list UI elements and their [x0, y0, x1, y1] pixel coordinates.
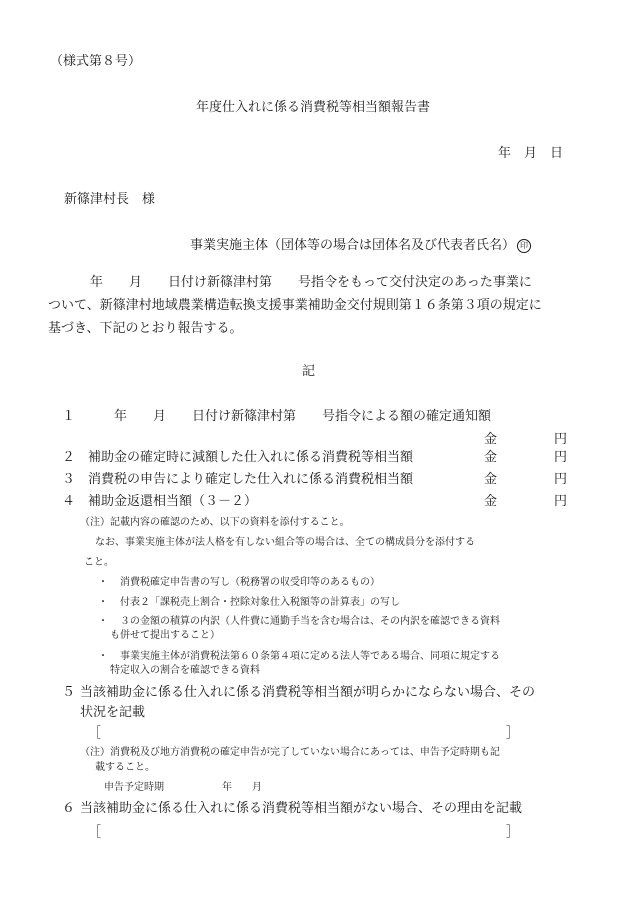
item-1-text: 年 月 日付け新篠津村第 号指令による額の確定通知額	[114, 409, 492, 424]
intro-line-1: 年 月 日付け新篠津村第 号指令をもって交付決定のあった事業に	[90, 275, 532, 290]
applicant-label: 事業実施主体（団体等の場合は団体名及び代表者氏名）	[190, 238, 516, 253]
item-5-bracket-open: ［	[88, 726, 102, 741]
note-1-line-3: こと。	[84, 557, 114, 568]
item-2-text: 補助金の確定時に減額した仕入れに係る消費税等相当額	[88, 450, 414, 465]
bullet-4-text-line-2: 特定収入の割合を確認できる資料	[110, 665, 260, 676]
item-6-bracket-open: ［	[88, 825, 102, 840]
schedule-label: 申告予定時期	[104, 782, 164, 793]
note-1-line-1: （注）記載内容の確認のため、以下の資料を添付すること。	[80, 517, 350, 528]
item-4-en: 円	[554, 494, 568, 509]
bullet-1-text: 消費税確定申告書の写し（税務署の収受印等のあるもの）	[120, 577, 380, 588]
applicant-line	[190, 238, 531, 254]
item-2-kin: 金	[484, 450, 498, 465]
bullet-3-text-line-1: ３の金額の積算の内訳（人件費に通勤手当を含む場合は、その内訳を確認できる資料	[120, 616, 500, 627]
item-2-number: ２	[62, 450, 76, 465]
item-3-number: ３	[62, 472, 76, 487]
bullet-1-mark: ・	[98, 577, 108, 588]
ki-heading: 記	[302, 364, 316, 379]
item-1-number: １	[62, 409, 76, 424]
document-title: 年度仕入れに係る消費税等相当額報告書	[196, 100, 431, 115]
bullet-3-text-line-2: も併せて提出すること）	[110, 630, 220, 641]
item-4-number: ４	[62, 494, 76, 509]
item-6-bracket-close: ］	[506, 825, 520, 840]
item-1-en: 円	[554, 432, 568, 447]
note-2-line-1: （注）消費税及び地方消費税の確定申告が完了していない場合にあっては、申告予定時期も記	[80, 747, 500, 758]
item-5-number: ５	[62, 685, 76, 700]
seal-icon: 印	[517, 239, 531, 253]
date-line: 年 月 日	[498, 146, 564, 161]
item-3-text: 消費税の申告により確定した仕入れに係る消費税相当額	[88, 472, 414, 487]
form-number: （様式第８号）	[50, 54, 142, 69]
item-1-kin: 金	[484, 432, 498, 447]
item-5-text-line-2: 状況を記載	[80, 705, 146, 720]
bullet-4-text-line-1: 事業実施主体が消費税法第６０条第４項に定める法人等である場合、同項に規定する	[120, 651, 500, 662]
item-4-kin: 金	[484, 494, 498, 509]
schedule-value: 年 月	[222, 782, 262, 793]
item-4-text: 補助金返還相当額（３－２）	[88, 494, 258, 509]
item-2-en: 円	[554, 450, 568, 465]
item-5-bracket-close: ］	[506, 726, 520, 741]
item-6-text: 当該補助金に係る仕入れに係る消費税等相当額がない場合、その理由を記載	[80, 801, 523, 816]
item-6-number: ６	[62, 801, 76, 816]
bullet-2-text: 付表２「課税売上割合・控除対象仕入税額等の計算表」の写し	[120, 597, 400, 608]
item-3-en: 円	[554, 472, 568, 487]
note-2-line-2: 載すること。	[95, 762, 155, 773]
addressee: 新篠津村長 様	[64, 192, 156, 207]
bullet-4-mark: ・	[98, 651, 108, 662]
note-1-line-2: なお、事業実施主体が法人格を有しない組合等の場合は、全ての構成員分を添付する	[95, 537, 475, 548]
bullet-3-mark: ・	[98, 616, 108, 627]
bullet-2-mark: ・	[98, 597, 108, 608]
item-3-kin: 金	[484, 472, 498, 487]
intro-line-2: ついて、新篠津村地域農業構造転換支援事業補助金交付規則第１６条第３項の規定に	[48, 298, 542, 313]
item-5-text-line-1: 当該補助金に係る仕入れに係る消費税等相当額が明らかにならない場合、その	[80, 685, 536, 700]
intro-line-3: 基づき、下記のとおり報告する。	[48, 321, 243, 336]
